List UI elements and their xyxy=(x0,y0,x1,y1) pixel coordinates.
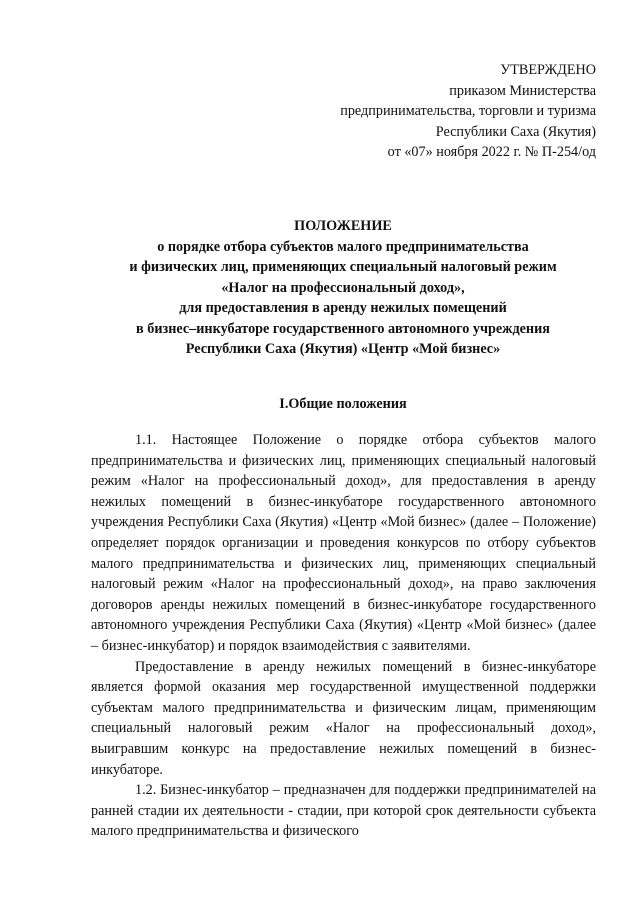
title-line-3: и физических лиц, применяющих специальный налоговый режим xyxy=(129,259,557,275)
title-line-6: в бизнес–инкубаторе государственного автономного учреждения xyxy=(136,320,550,337)
approval-date-number: от «07» ноября 2022 г. № П-254/од xyxy=(387,144,596,160)
paragraph-1-2: 1.2. Бизнес-инкубатор – предназначен для поддержки предпринимателей на ранней стадии их деятельности - стадии, при которой срок деятельности субъекта малого предпринимательства и физического xyxy=(91,782,596,840)
title-line-5: для предоставления в аренду нежилых помещений xyxy=(179,300,507,316)
title-line-4: «Налог на профессиональный доход», xyxy=(221,279,465,296)
paragraph-1-1: 1.1. Настоящее Положение о порядке отбора субъектов малого предпринимательства и физических лиц, применяющих специальный налоговый режим «Налог на профессиональный доход», для предоставления в аренду нежилых помещений в бизнес-инкубаторе государственного автономного учреждения Республики Саха (Якутия) «Центр «Мой бизнес» (далее – Положение) определяет порядок организации и проведения конкурсов по отбору субъектов малого предпринимательства и физических лиц, применяющих специальный налоговый режим «Налог на профессиональный доход», на право заключения договоров аренды нежилых помещений в бизнес-инкубаторе государственного автономного учреждения Республики Саха (Якутия) «Центр «Мой бизнес» (далее – бизнес-инкубатор) и порядок взаимодействия с заявителями. xyxy=(91,432,596,654)
approval-heading: УТВЕРЖДЕНО xyxy=(500,62,596,78)
approval-republic-line: Республики Саха (Якутия) xyxy=(435,123,596,140)
section-heading: I.Общие положения xyxy=(279,396,407,412)
paragraph-leasing: Предоставление в аренду нежилых помещений в бизнес-инкубаторе является формой оказания мер государственной имущественной поддержки субъектам малого предпринимательства и физическим лицам, применяющим специальный налоговый режим «Налог на профессиональный доход», выигравшим конкурс на предоставление нежилых помещений в бизнес-инкубаторе. xyxy=(91,658,596,778)
title-line-1: ПОЛОЖЕНИЕ xyxy=(294,218,392,234)
approval-ministry-line: предпринимательства, торговли и туризма xyxy=(340,103,596,119)
title-line-7: Республики Саха (Якутия) «Центр «Мой бизнес» xyxy=(185,341,501,357)
title-line-2: о порядке отбора субъектов малого предпринимательства xyxy=(157,238,529,255)
approval-stamp xyxy=(340,60,596,163)
document-body xyxy=(91,430,596,842)
document-title xyxy=(90,216,596,360)
approval-order-line: приказом Министерства xyxy=(449,82,596,99)
